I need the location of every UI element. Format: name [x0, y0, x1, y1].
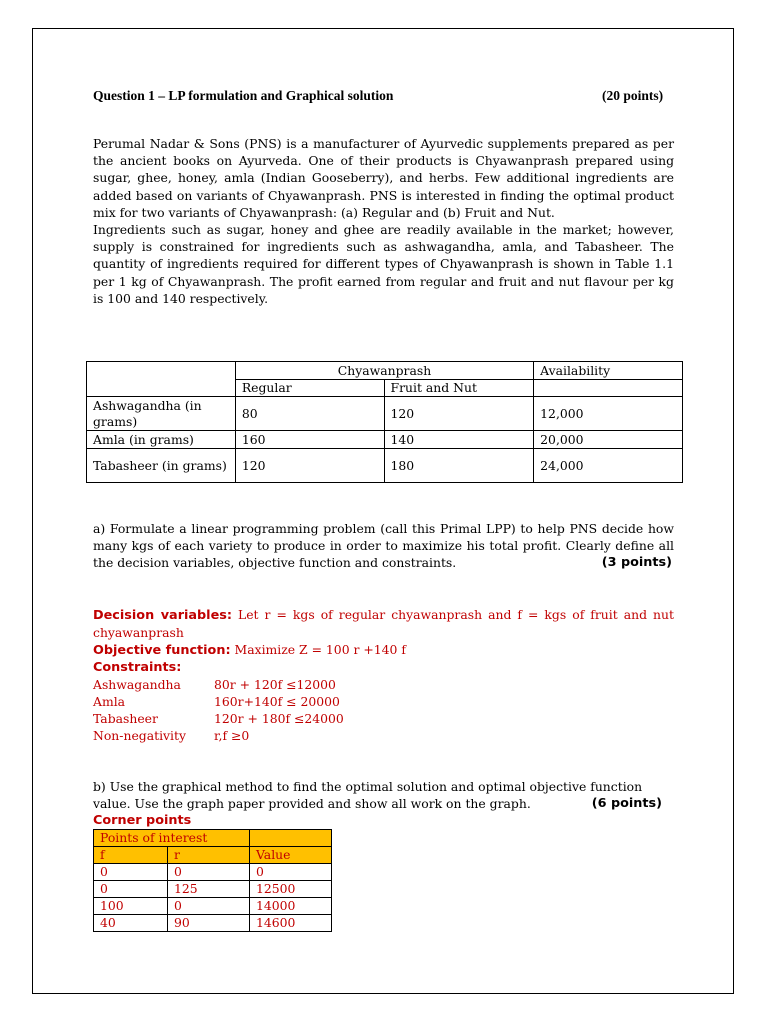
availability-value: 24,000: [534, 449, 683, 483]
constraint-row: [93, 693, 674, 710]
objective-value: 14000: [250, 898, 332, 915]
intro-text: [93, 135, 674, 307]
objective-value: 14600: [250, 915, 332, 932]
col-r-header: r: [168, 847, 250, 864]
constraint-expr: r,f ≥0: [214, 728, 250, 743]
r-value: 0: [168, 898, 250, 915]
f-value: 0: [94, 881, 168, 898]
availability-subcell: [534, 380, 683, 397]
constraint-expr: 80r + 120f ≤12000: [214, 677, 336, 692]
corner-points-heading: Corner points: [93, 813, 192, 829]
table-row: [87, 431, 683, 449]
table-row: [94, 864, 332, 881]
f-value: 0: [94, 864, 168, 881]
fruit-nut-value: 120: [384, 397, 534, 431]
regular-header: Regular: [235, 380, 384, 397]
part-b-question: [93, 778, 674, 830]
ingredient-name: Ashwagandha (in grams): [87, 397, 236, 431]
part-a-text: a) Formulate a linear programming problem (call this Primal LPP) to help PNS decide how many kgs of each variety to produce in order to maximize his total profit. Clearly define all the decision variables, objective function and constraints.: [93, 521, 674, 571]
constraint-name: Ashwagandha: [93, 677, 181, 692]
constraint-row: [93, 676, 674, 693]
col-value-header: Value: [250, 847, 332, 864]
objective-value: 12500: [250, 881, 332, 898]
table-row: [94, 915, 332, 932]
constraint-name: Non-negativity: [93, 728, 186, 743]
ingredient-name: Amla (in grams): [87, 431, 236, 449]
constraint-row: [93, 727, 674, 744]
part-a-points: (3 points): [601, 555, 672, 571]
fruit-nut-header: Fruit and Nut: [384, 380, 534, 397]
table-row: [94, 881, 332, 898]
intro-paragraph-1: Perumal Nadar & Sons (PNS) is a manufacturer of Ayurvedic supplements prepared as per the ancient books on Ayurveda. One of their products is Chyawanprash prepared using sugar, ghee, honey, amla (Indian Gooseberry), and herbs. Few additional ingredients are added based on variants of Chyawanprash. PNS is interested in finding the optimal product mix for two variants of Chyawanprash: (a) Regular and (b) Fruit and Nut.: [93, 136, 674, 220]
r-value: 0: [168, 864, 250, 881]
f-value: 40: [94, 915, 168, 932]
regular-value: 160: [235, 431, 384, 449]
decision-variables-text: Let r = kgs of regular chyawanprash and f = kgs of fruit and nut chyawanprash: [93, 607, 674, 640]
availability-value: 12,000: [534, 397, 683, 431]
decision-variables: [93, 606, 674, 641]
part-a-answer: [93, 606, 674, 744]
constraints-label: Constraints:: [93, 660, 182, 675]
constraint-expr: 120r + 180f ≤24000: [214, 711, 344, 726]
question-points: (20 points): [602, 88, 664, 103]
empty-header-cell: [250, 830, 332, 847]
objective-function-text: Maximize Z = 100 r +140 f: [230, 642, 406, 657]
part-a-question: [93, 520, 674, 572]
constraint-expr: 160r+140f ≤ 20000: [214, 694, 340, 709]
availability-value: 20,000: [534, 431, 683, 449]
objective-value: 0: [250, 864, 332, 881]
r-value: 90: [168, 915, 250, 932]
intro-paragraph-2: Ingredients such as sugar, honey and ghee are readily available in the market; however, supply is constrained for ingredients such as ashwagandha, amla, and Tabasheer. The quantity of ingredients required for different types of Chyawanprash is shown in Table 1.1 per 1 kg of Chyawanprash. The profit earned from regular and fruit and nut flavour per kg is 100 and 140 respectively.: [93, 222, 674, 306]
constraint-name: Tabasheer: [93, 711, 158, 726]
objective-function: [93, 641, 674, 659]
constraint-name: Amla: [93, 694, 126, 709]
part-b-points: (6 points): [591, 796, 662, 812]
fruit-nut-value: 140: [384, 431, 534, 449]
fruit-nut-value: 180: [384, 449, 534, 483]
r-value: 125: [168, 881, 250, 898]
table-row: [94, 898, 332, 915]
part-b-text: b) Use the graphical method to find the optimal solution and optimal objective function value. Use the graph paper provided and show all work on the graph.: [93, 779, 643, 812]
regular-value: 120: [235, 449, 384, 483]
table-corner-cell: [87, 362, 236, 397]
objective-function-label: Objective function:: [93, 643, 231, 658]
f-value: 100: [94, 898, 168, 915]
chyawanprash-header: Chyawanprash: [235, 362, 533, 380]
regular-value: 80: [235, 397, 384, 431]
question-title: Question 1 – LP formulation and Graphical solution: [93, 88, 394, 103]
decision-variables-label: Decision variables:: [93, 608, 232, 623]
ingredient-name: Tabasheer (in grams): [87, 449, 236, 483]
availability-header: Availability: [534, 362, 683, 380]
ingredient-table: [86, 361, 683, 483]
corner-points-table: [93, 829, 332, 932]
constraint-row: [93, 710, 674, 727]
table-row: [87, 397, 683, 431]
table-row: [87, 449, 683, 483]
points-of-interest-header: Points of interest: [94, 830, 250, 847]
col-f-header: f: [94, 847, 168, 864]
